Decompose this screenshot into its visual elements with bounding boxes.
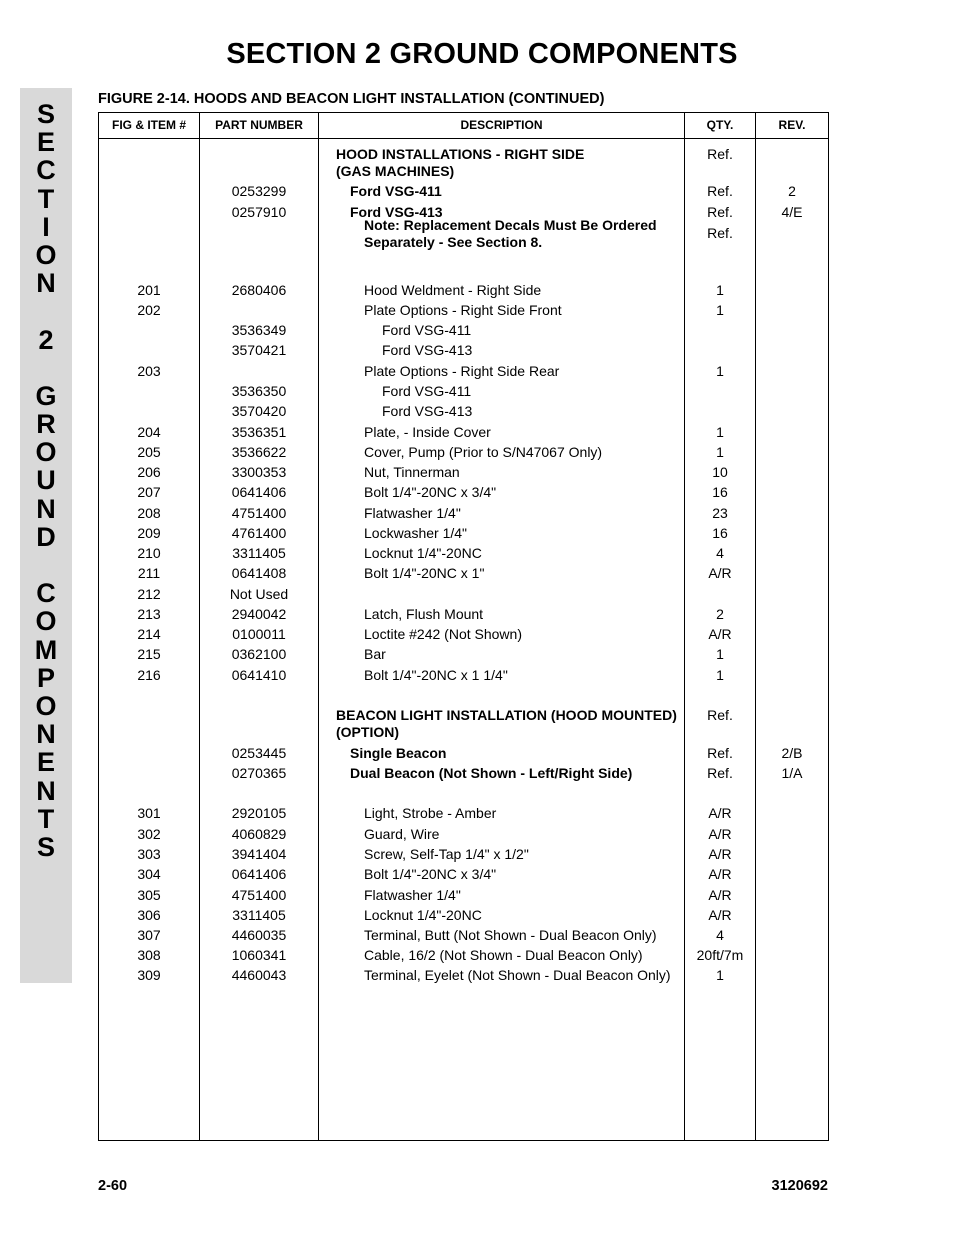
qty-cell: A/R [708,826,732,842]
description-cell [364,302,680,319]
fig-item-cell: 304 [137,866,161,882]
description-line: Flatwasher 1/4" [364,887,461,903]
part-number-cell: 0641406 [231,866,287,882]
side-tab-letter: D [36,521,56,552]
document-number: 3120692 [771,1178,828,1194]
side-tab-letter: E [36,747,55,778]
fig-item-cell: 211 [137,565,161,581]
side-tab-letter: O [35,690,57,721]
qty-cell: A/R [708,565,732,581]
description-cell [364,887,680,904]
fig-item-cell: 308 [137,947,161,963]
side-tab-letter [20,551,72,579]
qty-cell: A/R [708,907,732,923]
description-cell [364,866,680,883]
description-line: Flatwasher 1/4" [364,505,461,521]
description-line: Latch, Flush Mount [364,606,484,622]
part-number-cell: 3941404 [231,846,287,862]
qty-cell: A/R [708,626,732,642]
section-side-tab [20,88,72,983]
description-cell [350,765,680,782]
fig-item-cell: 213 [137,606,161,622]
description-line: (OPTION) [336,724,399,740]
qty-cell: 1 [716,282,724,298]
description-cell [382,342,680,359]
part-number-cell: 4460035 [231,927,287,943]
fig-item-cell: 210 [137,545,161,561]
header-fig-item: FIG & ITEM # [111,118,186,132]
side-tab-letter: O [35,437,57,468]
part-number-cell: 0100011 [232,626,286,642]
description-cell [364,464,680,481]
description-cell [364,424,680,441]
side-tab-letter: S [36,99,55,129]
description-line: Dual Beacon (Not Shown - Left/Right Side) [350,765,633,781]
part-number-cell: 4751400 [231,887,287,903]
part-number-cell: 3570421 [231,342,287,358]
qty-cell: Ref. [707,765,733,781]
description-cell [364,626,680,643]
description-line: Bolt 1/4"-20NC x 3/4" [364,866,497,882]
qty-cell: A/R [708,846,732,862]
description-line: Separately - See Section 8. [364,234,543,250]
side-tab-letter: O [35,239,57,270]
qty-cell: A/R [708,887,732,903]
fig-item-cell: 202 [137,302,161,318]
side-tab-letter: T [37,183,55,214]
side-tab-letter: U [36,465,56,496]
description-line: Hood Weldment - Right Side [364,282,542,298]
description-line: Screw, Self-Tap 1/4" x 1/2" [364,846,529,862]
part-number-cell: 4761400 [231,525,287,541]
description-cell [364,826,680,843]
qty-cell: 1 [716,667,724,683]
qty-cell: 1 [716,967,724,983]
description-cell [382,322,680,339]
qty-cell: Ref. [707,225,733,241]
fig-item-cell: 305 [137,887,161,903]
side-tab-letter: N [36,775,56,806]
description-cell [364,565,680,582]
fig-item-cell: 301 [137,805,161,821]
part-number-cell: 3536349 [231,322,287,338]
description-line: Loctite #242 (Not Shown) [364,626,522,642]
side-tab-letter: T [37,803,55,834]
part-number-cell: 2920105 [231,805,287,821]
part-number-cell: 0257910 [231,204,287,220]
description-line: Terminal, Butt (Not Shown - Dual Beacon Only) [364,927,657,943]
description-cell [364,927,680,944]
side-tab-letter: 2 [38,324,54,355]
part-number-cell: 1060341 [231,947,287,963]
qty-cell: 4 [716,545,724,561]
figure-title: FIGURE 2-14. HOODS AND BEACON LIGHT INSTALLATION (CONTINUED) [98,91,605,107]
header-qty: QTY. [706,118,734,132]
qty-cell: 2 [716,606,724,622]
qty-cell: 1 [716,302,724,318]
description-line: (GAS MACHINES) [336,163,455,179]
rev-cell: 1/A [781,765,803,781]
side-tab-letter: I [42,211,50,242]
description-cell [364,525,680,542]
description-line: HOOD INSTALLATIONS - RIGHT SIDE [336,146,585,162]
qty-cell: 20ft/7m [696,947,744,963]
description-cell [336,146,680,180]
parts-table [98,112,829,1141]
fig-item-cell: 302 [137,826,161,842]
fig-item-cell: 208 [137,505,161,521]
part-number-cell: 2940042 [231,606,287,622]
description-line: Plate Options - Right Side Rear [364,363,560,379]
description-cell [364,947,680,964]
description-cell [382,403,680,420]
part-number-cell: Not Used [229,586,289,602]
qty-cell: 1 [716,363,724,379]
qty-cell: Ref. [707,204,733,220]
fig-item-cell: 212 [137,586,161,602]
part-number-cell: 4751400 [231,505,287,521]
description-cell [382,383,680,400]
description-cell [364,967,680,984]
qty-cell: Ref. [707,707,733,723]
rev-cell: 2 [788,183,796,199]
side-tab-letter: C [36,578,56,609]
description-line: Guard, Wire [364,826,440,842]
description-line: Ford VSG-413 [350,204,443,220]
side-tab-letter: M [34,634,58,665]
description-line: Ford VSG-411 [382,383,472,399]
description-line: Locknut 1/4"-20NC [364,907,482,923]
fig-item-cell: 201 [137,282,161,298]
fig-item-cell: 307 [137,927,161,943]
side-tab-letter: N [36,493,56,524]
description-cell [364,667,680,684]
side-tab-letter: N [36,719,56,750]
section-title: SECTION 2 GROUND COMPONENTS [226,38,738,70]
part-number-cell: 4460043 [231,967,287,983]
rev-cell: 4/E [781,204,803,220]
description-line: Bolt 1/4"-20NC x 3/4" [364,484,497,500]
description-cell [336,707,680,741]
description-line: Ford VSG-411 [350,183,442,199]
part-number-cell: 0641408 [231,565,287,581]
description-line: Bolt 1/4"-20NC x 1" [364,565,485,581]
description-line: Light, Strobe - Amber [364,805,497,821]
description-cell [350,745,680,762]
fig-item-cell: 215 [137,646,161,662]
description-line: Nut, Tinnerman [364,464,460,480]
side-tab-letter: G [35,380,57,411]
side-tab-letter: R [36,409,56,440]
part-number-cell: 0362100 [231,646,287,662]
description-line: Plate Options - Right Side Front [364,302,562,318]
part-number-cell: 0270365 [231,765,287,781]
part-number-cell: 0641406 [231,484,287,500]
side-tab-letter [20,297,72,325]
part-number-cell: 0253445 [231,745,287,761]
side-tab-letter: E [36,127,55,158]
description-line: Single Beacon [350,745,447,761]
rev-cell: 2/B [781,745,803,761]
qty-cell: Ref. [707,146,733,162]
description-line: Ford VSG-413 [382,403,473,419]
fig-item-cell: 309 [137,967,161,983]
fig-item-cell: 303 [137,846,161,862]
part-number-cell: 2680406 [231,282,287,298]
description-cell [364,907,680,924]
description-cell [364,805,680,822]
header-part-number: PART NUMBER [215,118,303,132]
header-divider [99,138,828,139]
fig-item-cell: 214 [137,626,161,642]
header-description: DESCRIPTION [460,118,543,132]
description-line: Terminal, Eyelet (Not Shown - Dual Beacon Only) [364,967,671,983]
part-number-cell: 4060829 [231,826,287,842]
description-line: Cover, Pump (Prior to S/N47067 Only) [364,444,603,460]
qty-cell: 4 [716,927,724,943]
fig-item-cell: 203 [137,363,161,379]
description-line: Ford VSG-413 [382,342,473,358]
description-cell [364,363,680,380]
description-cell [364,606,680,623]
qty-cell: A/R [708,805,732,821]
description-line: Bolt 1/4"-20NC x 1 1/4" [364,667,508,683]
side-tab-letter: S [36,831,55,862]
part-number-cell: 3311405 [232,907,286,923]
qty-cell: 16 [712,525,728,541]
qty-cell: 23 [712,505,728,521]
fig-item-cell: 206 [137,464,161,480]
part-number-cell: 3536622 [231,444,287,460]
part-number-cell: 0253299 [231,183,287,199]
fig-item-cell: 204 [137,424,161,440]
description-cell [364,545,680,562]
part-number-cell: 3570420 [231,403,287,419]
side-tab-letters [20,100,72,861]
fig-item-cell: 216 [137,667,161,683]
side-tab-letter: C [36,155,56,186]
description-cell [364,282,680,299]
description-line: Bar [364,646,386,662]
description-line: Plate, - Inside Cover [364,424,491,440]
description-line: Ford VSG-411 [382,322,472,338]
description-line: Cable, 16/2 (Not Shown - Dual Beacon Only) [364,947,643,963]
side-tab-letter [20,354,72,382]
page-number: 2-60 [98,1178,128,1194]
part-number-cell: 3300353 [231,464,287,480]
header-rev: REV. [778,118,806,132]
qty-cell: 1 [716,646,724,662]
part-number-cell: 3536351 [231,424,287,440]
qty-cell: 16 [712,484,728,500]
column-divider [755,113,756,1140]
description-cell [364,846,680,863]
part-number-cell: 3536350 [231,383,287,399]
description-cell [364,484,680,501]
qty-cell: Ref. [707,183,733,199]
description-line: Lockwasher 1/4" [364,525,468,541]
side-tab-letter: O [35,606,57,637]
fig-item-cell: 205 [137,444,161,460]
description-cell [350,183,680,200]
qty-cell: Ref. [707,745,733,761]
side-tab-letter: N [36,268,56,299]
qty-cell: 1 [716,424,724,440]
fig-item-cell: 209 [137,525,161,541]
side-tab-letter: P [36,662,55,693]
qty-cell: 10 [712,464,728,480]
fig-item-cell: 207 [137,484,161,500]
qty-cell: 1 [716,444,724,460]
description-line: Note: Replacement Decals Must Be Ordered [364,217,657,233]
description-line: Locknut 1/4"-20NC [364,545,482,561]
description-cell [364,646,680,663]
description-cell [364,217,680,251]
description-cell [364,505,680,522]
fig-item-cell: 306 [137,907,161,923]
description-cell [364,444,680,461]
description-line: BEACON LIGHT INSTALLATION (HOOD MOUNTED) [336,707,677,723]
column-divider [318,113,319,1140]
qty-cell: A/R [708,866,732,882]
part-number-cell: 3311405 [232,545,286,561]
part-number-cell: 0641410 [231,667,287,683]
